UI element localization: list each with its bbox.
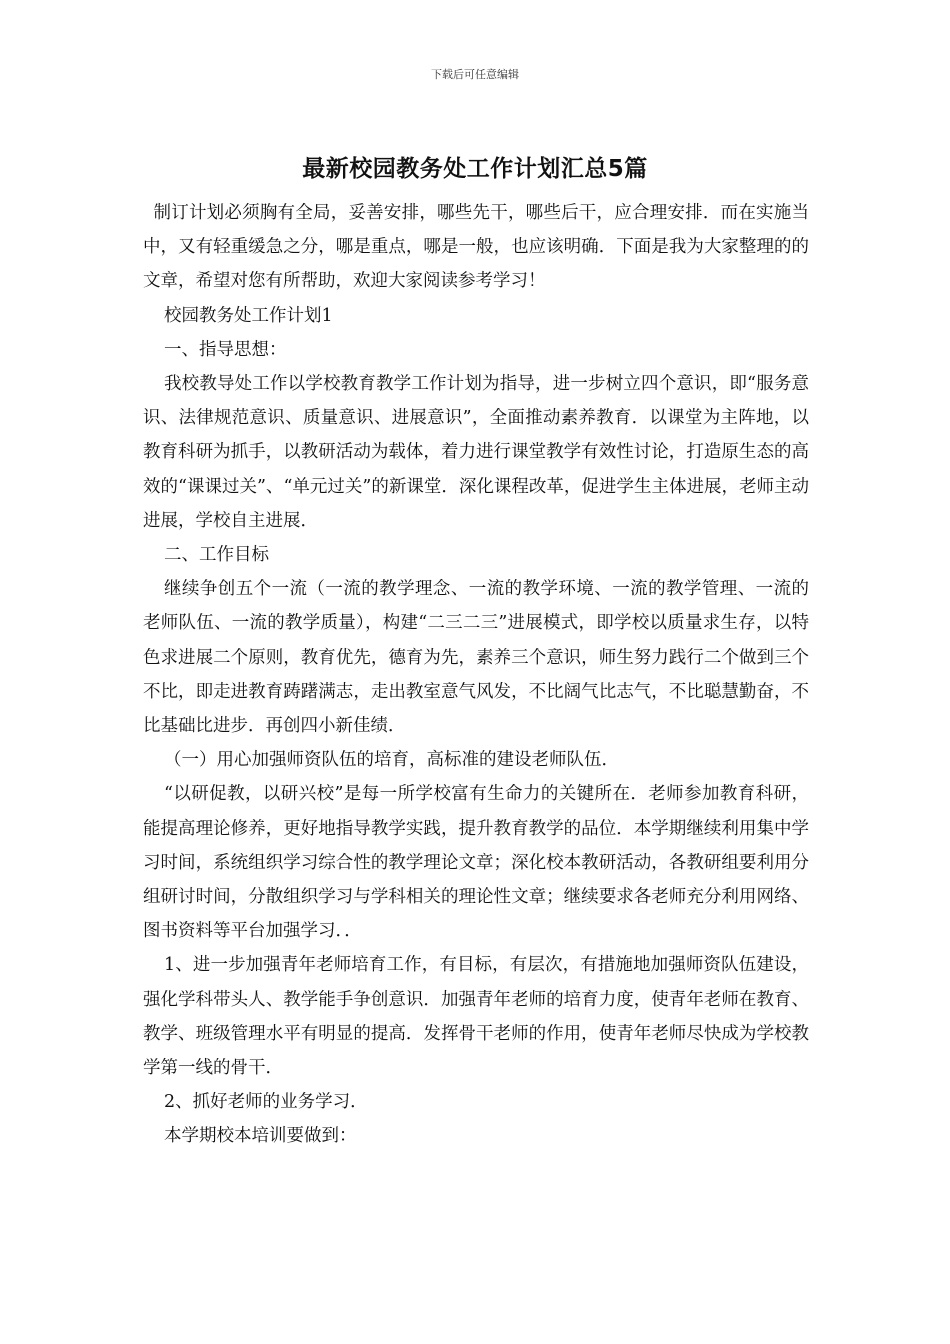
header-note: 下载后可任意编辑 <box>431 68 519 81</box>
body-paragraph: 我校教导处工作以学校教育教学工作计划为指导，进一步树立四个意识，即“服务意识、法律规范意识、质量意识、进展意识”，全面推动素养教育．以课堂为主阵地，以教育科研为抓手，以教研活动为载体，着力进行课堂教学有效性讨论，打造原生态的高效的“课课过关”、“单元过关”的新课堂．深化课程改革，促进学生主体进展，老师主动进展，学校自主进展． <box>143 374 809 531</box>
body-paragraph: 继续争创五个一流（一流的教学理念、一流的教学环境、一流的教学管理、一流的老师队伍、一流的教学质量），构建“二三二三”进展模式，即学校以质量求生存，以特色求进展二个原则，教育优先，德育为先，素养三个意识，师生努力践行二个做到三个不比，即走进教育踌躇满志，走出教室意气风发，不比阔气比志气，不比聪慧勤奋，不比基础比进步．再创四小新佳绩． <box>143 579 809 737</box>
document-body <box>143 196 809 1154</box>
body-paragraph: 校园教务处工作计划1 <box>164 305 333 326</box>
body-paragraph: 二、工作目标 <box>164 545 269 566</box>
document-title: 最新校园教务处工作计划汇总5篇 <box>302 156 648 182</box>
body-paragraph: 本学期校本培训要做到： <box>164 1126 357 1147</box>
body-paragraph: （一）用心加强师资队伍的培育，高标准的建设老师队伍． <box>164 750 619 771</box>
body-paragraph: 1、进一步加强青年老师培育工作，有目标，有层次，有措施地加强师资队伍建设，强化学科带头人、教学能手争创意识．加强青年老师的培育力度，使青年老师在教育、教学、班级管理水平有明显的提高．发挥骨干老师的作用，使青年老师尽快成为学校教学第一线的骨干． <box>143 955 809 1079</box>
body-paragraph: 制订计划必须胸有全局，妥善安排，哪些先干，哪些后干，应合理安排．而在实施当中，又有轻重缓急之分，哪是重点，哪是一般，也应该明确．下面是我为大家整理的的文章，希望对您有所帮助，欢迎大家阅读参考学习！ <box>143 203 809 292</box>
body-paragraph: 一、指导思想： <box>164 339 287 360</box>
body-paragraph: 2、抓好老师的业务学习． <box>164 1092 368 1113</box>
body-paragraph: “以研促教，以研兴校”是每一所学校富有生命力的关键所在．老师参加教育科研，能提高理论修养，更好地指导教学实践，提升教育教学的品位．本学期继续利用集中学习时间，系统组织学习综合性的教学理论文章；深化校本教研活动，各教研组要利用分组研讨时间，分散组织学习与学科相关的理论性文章；继续要求各老师充分利用网络、图书资料等平台加强学习．． <box>143 784 809 942</box>
